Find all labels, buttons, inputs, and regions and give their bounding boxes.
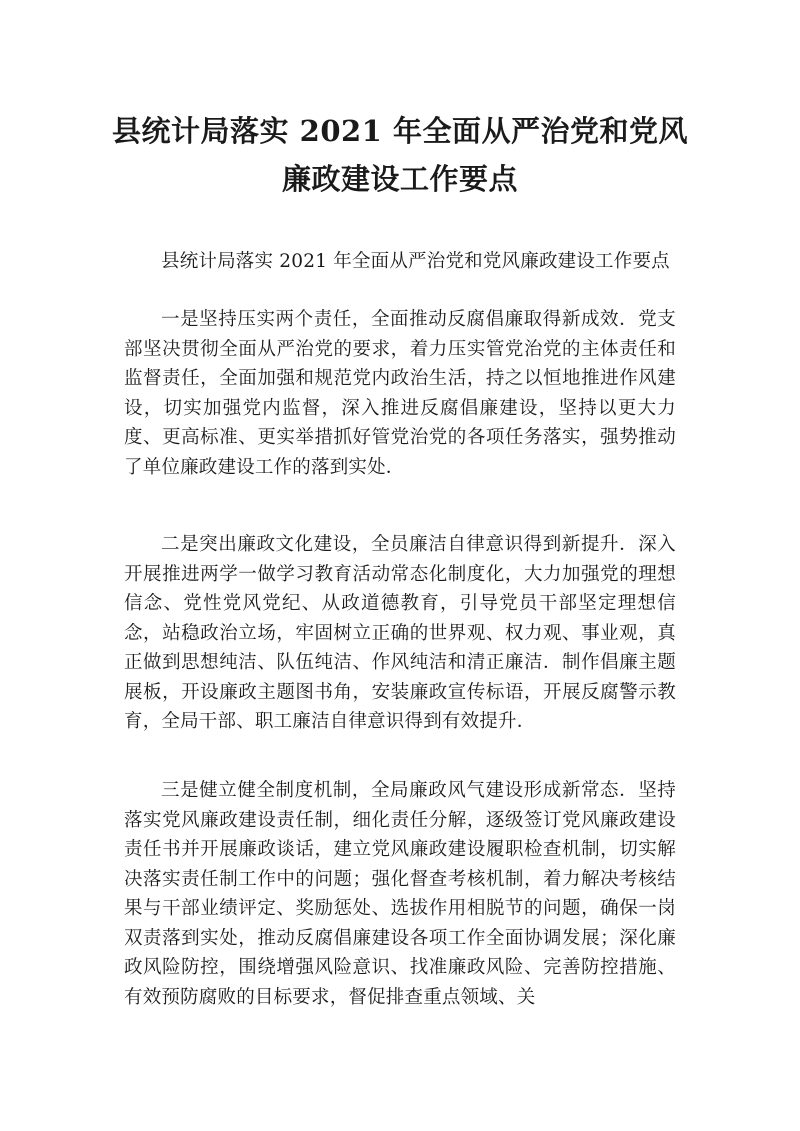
document-subtitle: 县统计局落实 2021 年全面从严治党和党风廉政建设工作要点 <box>161 251 670 272</box>
document-title-line-1: 县统计局落实 2021 年全面从严治党和党风 <box>112 114 688 148</box>
paragraph-2: 二是突出廉政文化建设，全员廉洁自律意识得到新提升．深入开展推进两学一做学习教育活动常态化制度化，大力加强党的理想信念、党性党风党纪、从政道德教育，引导党员干部坚定理想信念，站稳政治立场，牢固树立正确的世界观、权力观、事业观，真正做到思想纯洁、队伍纯洁、作风纯洁和清正廉洁．制作倡廉主题展板，开设廉政主题图书角，安装廉政宣传标语，开展反腐警示教育，全局干部、职工廉洁自律意识得到有效提升． <box>124 534 676 732</box>
paragraph-3: 三是健立健全制度机制，全局廉政风气建设形成新常态．坚持落实党风廉政建设责任制，细化责任分解，逐级签订党风廉政建设责任书并开展廉政谈话，建立党风廉政建设履职检查机制，切实解决落实责任制工作中的问题；强化督查考核机制，着力解决考核结果与干部业绩评定、奖励惩处、选拔作用相脱节的问题，确保一岗双责落到实处，推动反腐倡廉建设各项工作全面协调发展；深化廉政风险防控，围绕增强风险意识、找准廉政风险、完善防控措施、有效预防腐败的目标要求，督促排查重点领域、关 <box>124 780 676 1008</box>
paragraph-1: 一是坚持压实两个责任，全面推动反腐倡廉取得新成效．党支部坚决贯彻全面从严治党的要求，着力压实管党治党的主体责任和监督责任，全面加强和规范党内政治生活，持之以恒地推进作风建设，切实加强党内监督，深入推进反腐倡廉建设，坚持以更大力度、更高标准、更实举措抓好管党治党的各项任务落实，强势推动了单位廉政建设工作的落到实处． <box>124 309 676 478</box>
document-title-line-2: 廉政建设工作要点 <box>281 162 518 196</box>
